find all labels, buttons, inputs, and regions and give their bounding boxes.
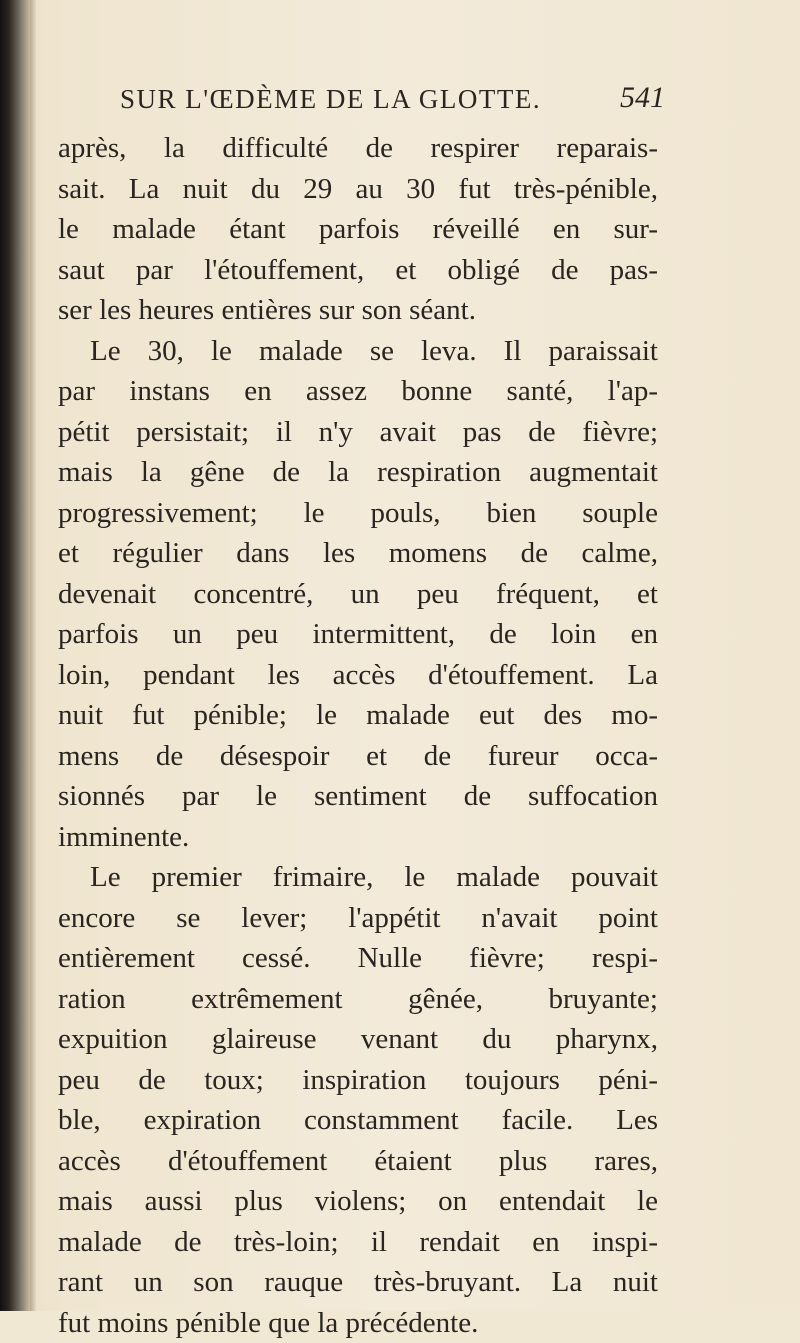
text-line: pétit persistait; il n'y avait pas de fièvre; xyxy=(58,412,658,453)
text-line: devenait concentré, un peu fréquent, et xyxy=(58,574,658,615)
text-line: Le premier frimaire, le malade pouvait xyxy=(58,857,658,898)
paragraph-2 xyxy=(58,331,658,858)
text-line: rant un son rauque très-bruyant. La nuit xyxy=(58,1262,658,1303)
text-line: expuition glaireuse venant du pharynx, xyxy=(58,1019,658,1060)
text-line: loin, pendant les accès d'étouffement. La xyxy=(58,655,658,696)
paragraph-1 xyxy=(58,128,658,331)
text-line: ration extrêmement gênée, bruyante; xyxy=(58,979,658,1020)
page-number: 541 xyxy=(620,81,665,115)
text-line: saut par l'étouffement, et obligé de pas- xyxy=(58,250,658,291)
text-line: le malade étant parfois réveillé en sur- xyxy=(58,209,658,250)
text-line: mens de désespoir et de fureur occa- xyxy=(58,736,658,777)
text-line: progressivement; le pouls, bien souple xyxy=(58,493,658,534)
book-spine-shadow xyxy=(0,0,30,1311)
text-line: peu de toux; inspiration toujours péni- xyxy=(58,1060,658,1101)
text-line: sionnés par le sentiment de suffocation xyxy=(58,776,658,817)
text-line: nuit fut pénible; le malade eut des mo- xyxy=(58,695,658,736)
text-line: et régulier dans les momens de calme, xyxy=(58,533,658,574)
page-gutter xyxy=(30,0,36,1311)
text-line: parfois un peu intermittent, de loin en xyxy=(58,614,658,655)
text-line: ble, expiration constamment facile. Les xyxy=(58,1100,658,1141)
text-line: par instans en assez bonne santé, l'ap- xyxy=(58,371,658,412)
paragraph-3 xyxy=(58,857,658,1343)
text-line: Le 30, le malade se leva. Il paraissait xyxy=(58,331,658,372)
text-line: accès d'étouffement étaient plus rares, xyxy=(58,1141,658,1182)
text-line: malade de très-loin; il rendait en inspi- xyxy=(58,1222,658,1263)
text-line: imminente. xyxy=(58,817,658,858)
text-line: mais la gêne de la respiration augmentait xyxy=(58,452,658,493)
text-line: ser les heures entières sur son séant. xyxy=(58,290,658,331)
body-text xyxy=(58,128,658,1343)
page-header xyxy=(120,84,665,124)
text-line: encore se lever; l'appétit n'avait point xyxy=(58,898,658,939)
running-title: SUR L'ŒDÈME DE LA GLOTTE. xyxy=(120,84,541,115)
text-line: fut moins pénible que la précédente. xyxy=(58,1303,658,1343)
text-line: entièrement cessé. Nulle fièvre; respi- xyxy=(58,938,658,979)
text-line: après, la difficulté de respirer reparais- xyxy=(58,128,658,169)
text-line: sait. La nuit du 29 au 30 fut très-pénible, xyxy=(58,169,658,210)
text-line: mais aussi plus violens; on entendait le xyxy=(58,1181,658,1222)
